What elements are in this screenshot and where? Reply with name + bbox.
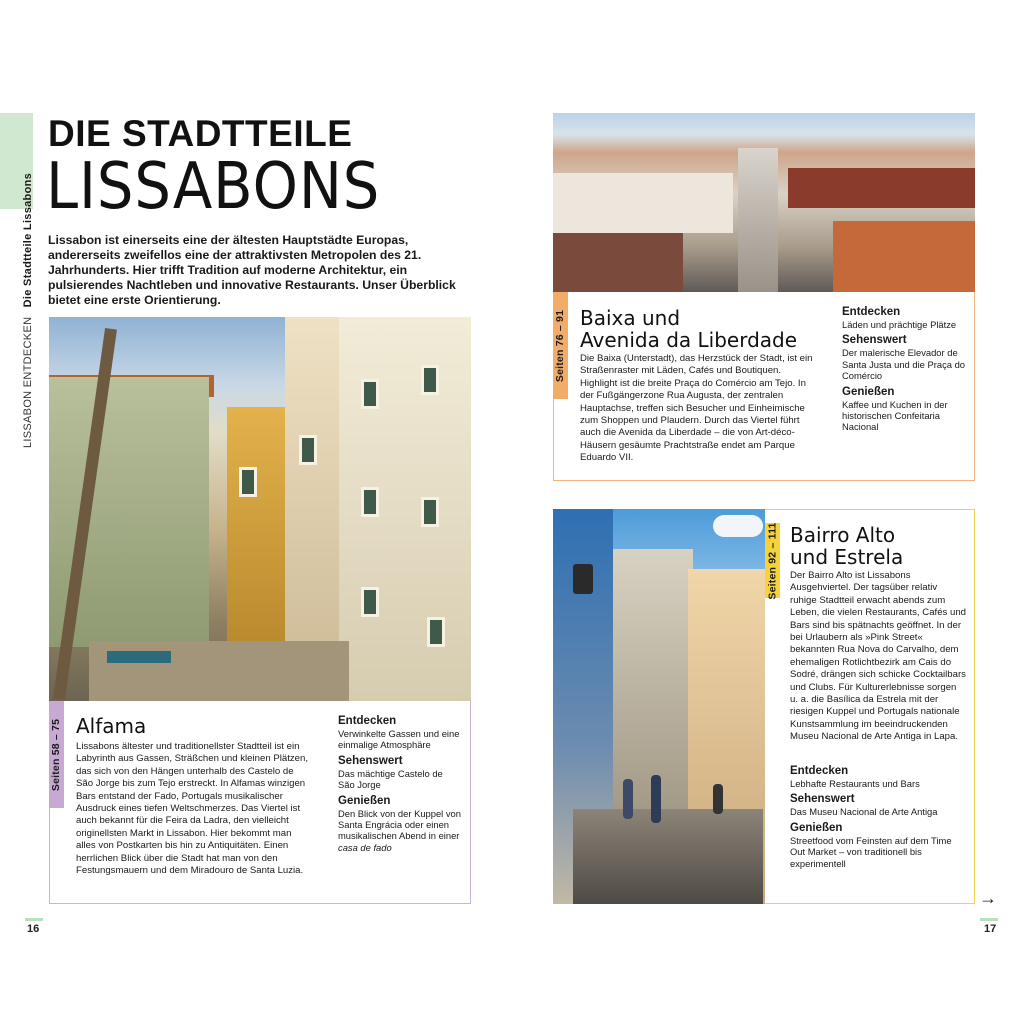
page-title-line2: LISSABONS [46, 150, 381, 224]
baixa-sehenswert: Der malerische Elevador de Santa Justa und die Praça do Comércio [842, 347, 966, 382]
page-title-line1: DIE STADTTEILE [48, 113, 353, 154]
next-page-arrow-icon[interactable]: → [979, 888, 997, 908]
baixa-entdecken-label: Entdecken [842, 306, 901, 318]
alfama-page-ref-tab [49, 701, 64, 808]
alfama-title: Alfama [76, 714, 147, 738]
bairro-facts [790, 764, 966, 869]
page-number-bar-left [25, 918, 43, 921]
bairro-entdecken-label: Entdecken [790, 765, 849, 777]
page-number-bar-right [980, 918, 998, 921]
baixa-sehenswert-label: Sehenswert [842, 334, 907, 347]
bairro-geniessen-label: Genießen [790, 821, 843, 834]
baixa-title-line1: Baixa und [580, 306, 681, 330]
bairro-sehenswert: Das Museu Nacional de Arte Antiga [790, 806, 938, 818]
baixa-entdecken: Läden und prächtige Plätze [842, 319, 957, 330]
alfama-page-ref: Seiten 58 – 75 [50, 718, 63, 791]
baixa-title-line2: Avenida da Liberdade [580, 328, 798, 352]
bairro-title-line1: Bairro Alto [790, 523, 896, 547]
bairro-body: Der Bairro Alto ist Lissabons Ausgehviertel. Der tagsüber relativ ruhige Stadtteil erwacht abends zum Leben, die vielen Restaurants, Cafés und Bars sind bis spätnachts geöffnet. In der bei Urlaubern als »Pink Street« bekannten Rua Nova do Carvalho, dem ehemaligen Rotlichtbezirk am Cais do Sodré, drängen sich schicke Cocktailbars und Clubs. Für Kulturerlebnisse sorgen u. a. die Basílica da Estrela mit der riesigen Kuppel und Portugals nationale Kunstsammlung im beeindruckenden Museu Nacional de Arte Antiga in Lapa. [790, 570, 966, 743]
page-number-right: 17 [984, 923, 997, 935]
bairro-title-line2: und Estrela [790, 545, 904, 569]
alfama-body: Lissabons ältester und traditionellster Stadtteil ist ein Labyrinth aus Gassen, Sträßchen und kleinen Plätzen, das sich von den Hängen unterhalb des Castelo de São Jorge bis zum Tejo erstreckt. In Alfamas winzigen Bars entstand der Fado, Portugals musikalischer Ausdruck eines tiefen Weltschmerzes. Das Viertel ist auch bekannt für die Feira da Ladra, den vielleicht originellsten Markt in Lissabon. Hier bekommt man alles von Postkarten bis hin zu Antiquitäten. Einen herrlichen Blick über die Stadt hat man von den Festungsmauern und dem Miradouro de Santa Luzia. [76, 741, 308, 877]
baixa-page-ref-tab [553, 292, 568, 399]
bairro-sehenswert-label: Sehenswert [790, 793, 855, 806]
baixa-geniessen: Kaffee und Kuchen in der historischen Confeitaria Nacional [842, 398, 948, 433]
intro-paragraph: Lissabon ist einerseits eine der ältesten Hauptstädte Europas, andererseits zweifellos eine der attraktivsten Metropolen des 21. Jahrhunderts. Hier trifft Tradition auf moderne Architektur, ein pulsierendes Nachtleben und innovative Restaurants. Unser Überblick bietet eine erste Orientierung. [48, 233, 456, 307]
alfama-sehenswert: Das mächtige Castelo de São Jorge [338, 767, 443, 791]
running-header-topic: Die Stadtteile Lissabons [22, 172, 34, 308]
alfama-photo [49, 317, 471, 701]
baixa-geniessen-label: Genießen [842, 385, 895, 398]
baixa-facts [842, 305, 968, 433]
alfama-geniessen-label: Genießen [338, 794, 391, 807]
alfama-geniessen-italic: casa de fado [338, 841, 392, 853]
baixa-body: Die Baixa (Unterstadt), das Herzstück der Stadt, ist ein Straßenraster mit Läden, Cafés und Boutiquen. Highlight ist die breite Praça do Comércio am Tejo. In der Fußgängerzone Rua Augusta, der zentralen Hauptachse, treffen sich Besucher und Einheimische zum Shoppen und Plaudern. Durch das Viertel führt auch die Avenida da Liberdade – die von Art-déco-Häusern gesäumte Prachtstraße endet am Parque Eduardo VII. [580, 353, 813, 464]
bairro-title [790, 524, 903, 568]
alfama-facts [338, 714, 462, 853]
running-header [22, 173, 34, 448]
alfama-entdecken-label: Entdecken [338, 715, 397, 727]
running-header-category: LISSABON ENTDECKEN [22, 316, 34, 448]
alfama-geniessen-text: Den Blick von der Kuppel von Santa Engrácia oder einen musikalischen Abend in einer [338, 807, 461, 842]
bairro-entdecken: Lebhafte Restaurants und Bars [790, 778, 920, 789]
baixa-page-ref: Seiten 76 – 91 [554, 309, 567, 382]
alfama-geniessen [338, 808, 462, 854]
baixa-title [580, 307, 797, 351]
alfama-entdecken: Verwinkelte Gassen und eine einmalige Atmosphäre [338, 728, 460, 751]
bairro-page-ref-tab [765, 523, 780, 598]
bairro-page-ref: Seiten 92 – 111 [766, 521, 779, 600]
bairro-geniessen: Streetfood vom Feinsten auf dem Time Out Market – von traditionell bis experimentell [790, 834, 952, 869]
baixa-photo [553, 113, 975, 292]
bairro-alto-photo [553, 509, 765, 904]
page-number-left: 16 [27, 923, 40, 935]
alfama-sehenswert-label: Sehenswert [338, 754, 403, 767]
